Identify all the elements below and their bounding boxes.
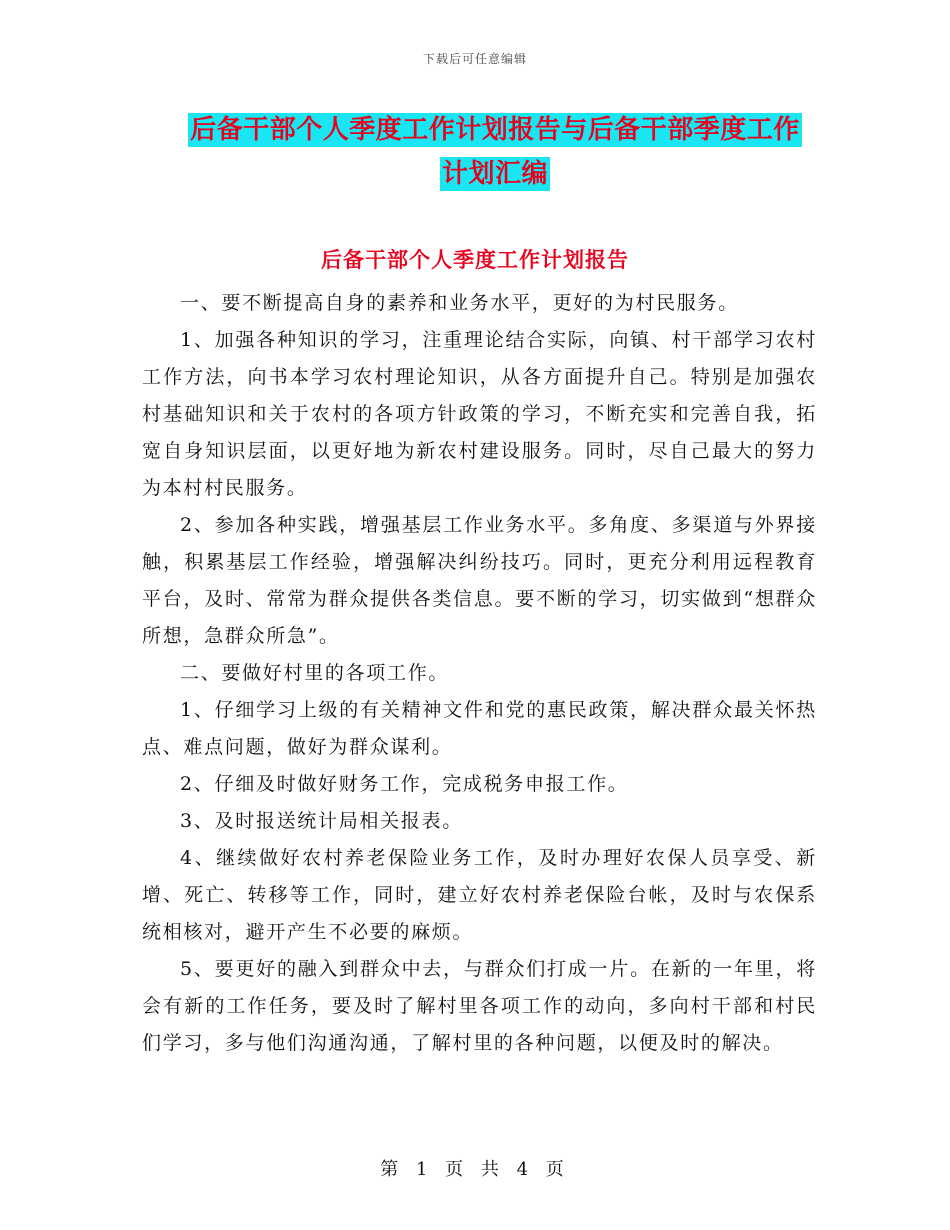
paragraph: 1、加强各种知识的学习，注重理论结合实际，向镇、村干部学习农村工作方法，向书本学习农村理论知识，从各方面提升自己。特别是加强农村基础知识和关于农村的各项方针政策的学习，不断充实和完善自我，拓宽自身知识层面，以更好地为新农村建设服务。同时，尽自己最大的努力为本村村民服务。 (142, 329, 817, 499)
document-main-title (150, 108, 840, 196)
section-title: 后备干部个人季度工作计划报告 (321, 248, 629, 272)
page-number-footer: 第 1 页 共 4 页 (380, 1159, 570, 1180)
paragraph: 2、参加各种实践，增强基层工作业务水平。多角度、多渠道与外界接触，积累基层工作经验，增强解决纠纷技巧。同时，更充分利用远程教育平台，及时、常常为群众提供各类信息。要不断的学习，切实做到“想群众所想，急群众所急”。 (142, 514, 817, 647)
paragraph: 4、继续做好农村养老保险业务工作，及时办理好农保人员享受、新增、死亡、转移等工作，同时，建立好农村养老保险台帐，及时与农保系统相核对，避开产生不必要的麻烦。 (142, 847, 817, 943)
paragraph: 5、要更好的融入到群众中去，与群众们打成一片。在新的一年里，将会有新的工作任务，要及时了解村里各项工作的动向，多向村干部和村民们学习，多与他们沟通沟通，了解村里的各种问题，以便及时的解决。 (142, 958, 817, 1054)
paragraph-heading-1: 一、要不断提高自身的素养和业务水平，更好的为村民服务。 (180, 292, 739, 314)
paragraph: 2、仔细及时做好财务工作，完成税务申报工作。 (180, 773, 629, 795)
paragraph: 1、仔细学习上级的有关精神文件和党的惠民政策，解决群众最关怀热点、难点问题，做好为群众谋利。 (142, 699, 817, 758)
paragraph-heading-2: 二、要做好村里的各项工作。 (180, 662, 450, 684)
main-title-line-1: 后备干部个人季度工作计划报告与后备干部季度工作 (190, 115, 800, 145)
document-body (142, 285, 817, 1062)
main-title-line-2: 计划汇编 (441, 159, 548, 189)
header-note: 下载后可任意编辑 (422, 52, 527, 66)
paragraph: 3、及时报送统计局相关报表。 (180, 810, 463, 832)
